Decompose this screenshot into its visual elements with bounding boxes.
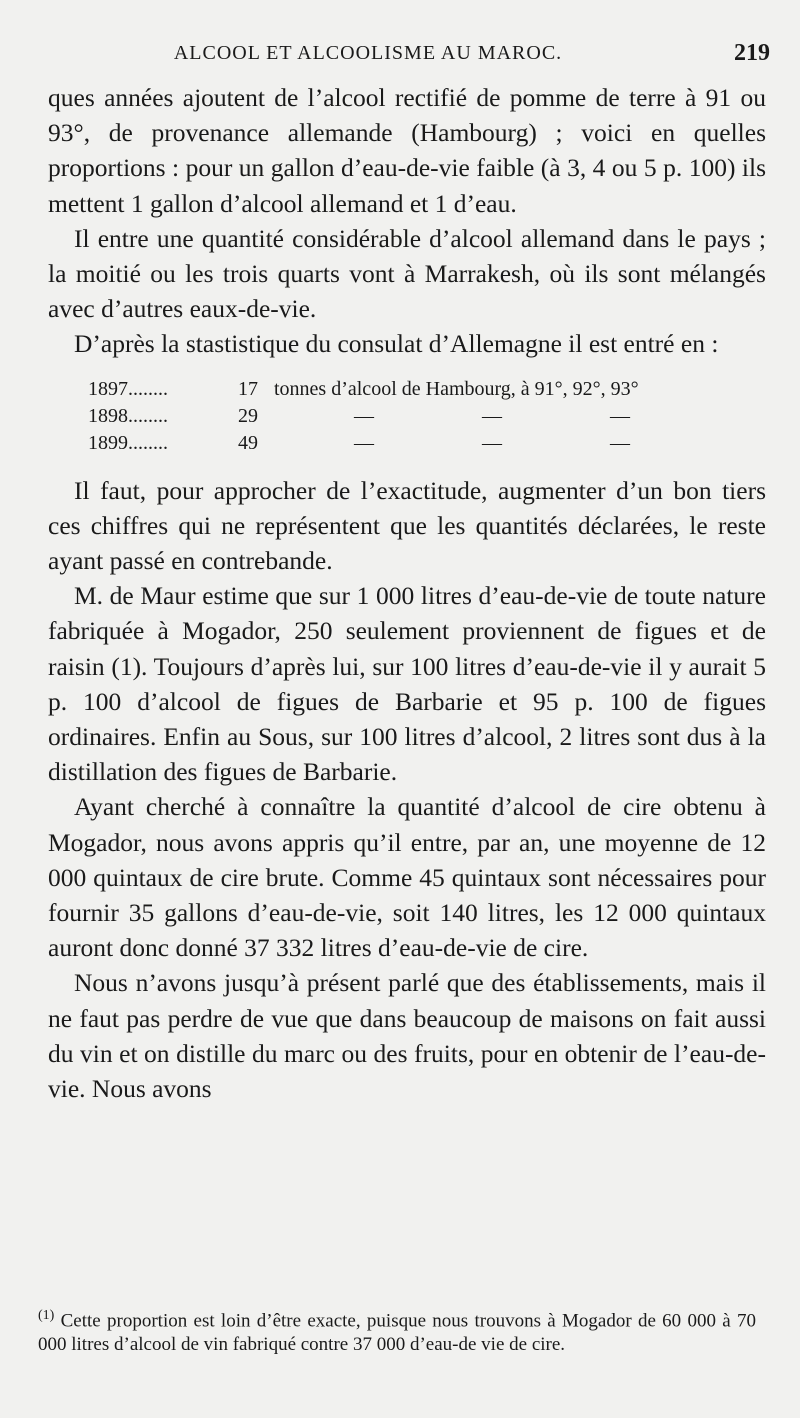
stat-year: 1899........ <box>88 431 168 454</box>
body-text <box>48 80 766 1106</box>
running-title: ALCOOL ET ALCOOLISME AU MAROC. <box>173 42 563 64</box>
page-number: 219 <box>734 40 770 66</box>
ditto-mark: — <box>482 431 502 454</box>
paragraph: Il faut, pour approcher de l’exactitude, augmenter d’un bon tiers ces chiffres qui ne représentent que les quantités déclarées, le reste ayant passé en contrebande. <box>48 475 766 576</box>
stat-quantity: 29 <box>238 404 258 427</box>
paragraph: Ayant cherché à connaître la quantité d’alcool de cire obtenu à Mogador, nous avons appris qu’il entre, par an, une moyenne de 12 000 quintaux de cire brute. Comme 45 quintaux sont nécessaires pour fournir 35 gallons d’eau-de-vie, soit 140 litres, les 12 000 quintaux auront donc donné 37 332 litres d’eau-de-vie de cire. <box>48 792 766 963</box>
stat-row-1899 <box>88 430 766 457</box>
running-head <box>48 38 770 74</box>
import-statistics-table <box>88 376 766 457</box>
stat-row-1898 <box>88 403 766 430</box>
footnote <box>38 1304 756 1357</box>
stat-description: tonnes d’alcool de Hambourg, à 91°, 92°, 93° <box>274 377 639 400</box>
ditto-mark: — <box>482 404 502 427</box>
stat-year: 1898........ <box>88 404 168 427</box>
paragraph: Nous n’avons jusqu’à présent parlé que des établissements, mais il ne faut pas perdre de vue que dans beaucoup de maisons on fait aussi du vin et on distille du marc ou des fruits, pour en obtenir de l’eau-de-vie. Nous avons <box>48 968 766 1104</box>
paragraph: M. de Maur estime que sur 1 000 litres d’eau-de-vie de toute nature fabriquée à Mogador, 250 seulement proviennent de figues et de raisin (1). Toujours d’après lui, sur 100 litres d’eau-de-vie il y aurait 5 p. 100 d’alcool de figues de Barbarie et 95 p. 100 de figues ordinaires. Enfin au Sous, sur 100 litres d’alcool, 2 litres sont dus à la distillation des figues de Barbarie. <box>48 581 766 787</box>
footnote-mark: (1) <box>38 1308 55 1323</box>
paragraph: Il entre une quantité considérable d’alcool allemand dans le pays ; la moitié ou les trois quarts vont à Marrakesh, où ils sont mélangés avec d’autres eaux-de-vie. <box>48 223 766 324</box>
stat-row-1897 <box>88 376 766 403</box>
ditto-mark: — <box>354 431 374 454</box>
ditto-mark: — <box>354 404 374 427</box>
stat-quantity: 17 <box>238 377 258 400</box>
ditto-mark: — <box>610 404 630 427</box>
stat-quantity: 49 <box>238 431 258 454</box>
paragraph: ques années ajoutent de l’alcool rectifié de pomme de terre à 91 ou 93°, de provenance allemande (Hambourg) ; voici en quelles proportions : pour un gallon d’eau-de-vie faible (à 3, 4 ou 5 p. 100) ils mettent 1 gallon d’alcool allemand et 1 d’eau. <box>48 83 766 218</box>
ditto-mark: — <box>610 431 630 454</box>
footnote-text: Cette proportion est loin d’être exacte, puisque nous trouvons à Mogador de 60 000 à 70 000 litres d’alcool de vin fabriqué contre 37 000 d’eau-de vie de cire. <box>38 1310 756 1356</box>
paragraph: D’après la stastistique du consulat d’Allemagne il est entré en : <box>74 329 719 359</box>
stat-year: 1897........ <box>88 377 168 400</box>
